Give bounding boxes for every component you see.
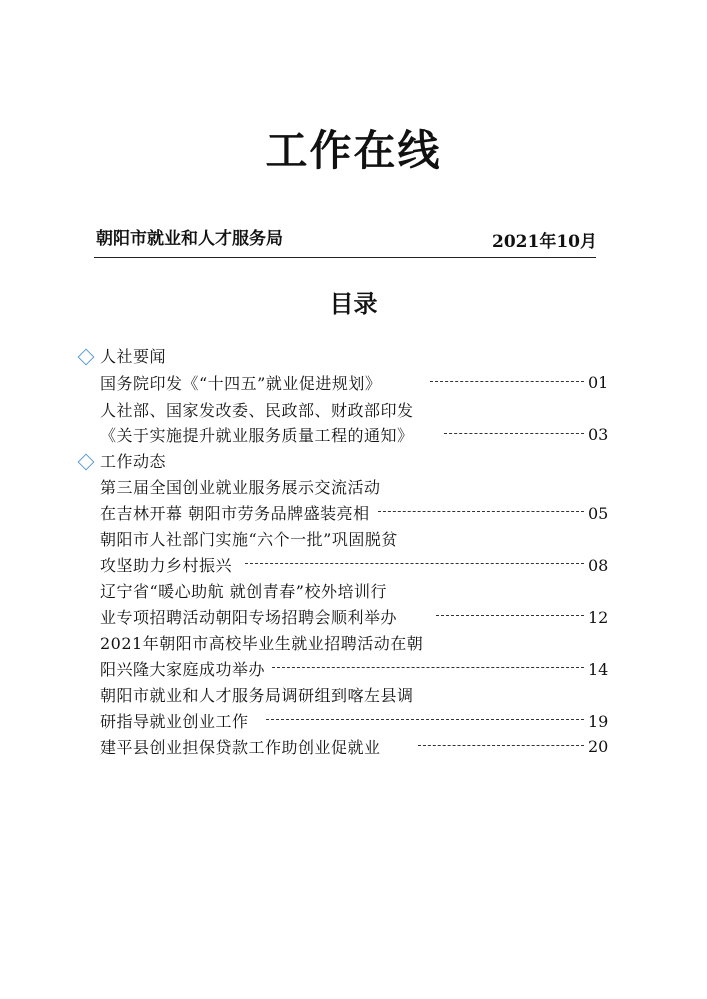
toc-page-number: 19 <box>588 712 609 731</box>
toc-page-number: 12 <box>588 608 609 627</box>
toc-section-label: 工作动态 <box>100 452 167 471</box>
toc-section-label: 人社要闻 <box>100 347 167 366</box>
toc-entry-line[interactable]: 辽宁省“暖心助航 就创青春”校外培训行 <box>100 582 387 601</box>
toc-entry-line[interactable]: 人社部、国家发改委、民政部、财政部印发 <box>100 401 414 420</box>
toc-entry-line[interactable]: 2021年朝阳市高校毕业生就业招聘活动在朝 <box>100 634 424 653</box>
toc-entry-line[interactable]: 朝阳市就业和人才服务局调研组到喀左县调 <box>100 686 414 705</box>
toc-entry-line[interactable]: 第三届全国创业就业服务展示交流活动 <box>100 478 381 497</box>
toc-entry-line[interactable]: 攻坚助力乡村振兴 <box>100 556 233 575</box>
header-divider <box>94 257 596 258</box>
diamond-bullet-icon <box>78 454 95 471</box>
toc-page-number: 01 <box>588 373 609 392</box>
diamond-bullet-icon <box>78 349 95 366</box>
toc-page-number: 14 <box>588 660 609 679</box>
toc-heading: 目录 <box>329 290 378 318</box>
toc-leader-dots <box>378 511 584 512</box>
toc-leader-dots <box>430 381 584 382</box>
toc-entry-line[interactable]: 在吉林开幕 朝阳市劳务品牌盛装亮相 <box>100 504 370 523</box>
issue-date: 2021年10月 <box>492 232 597 252</box>
toc-leader-dots <box>245 563 584 564</box>
page-title: 工作在线 <box>265 126 442 175</box>
toc-entry-line[interactable]: 《关于实施提升就业服务质量工程的通知》 <box>100 426 414 445</box>
toc-entry-line[interactable]: 阳兴隆大家庭成功举办 <box>100 660 266 679</box>
toc-leader-dots <box>272 667 584 668</box>
toc-page-number: 20 <box>588 737 609 756</box>
toc-entry-line[interactable]: 国务院印发《“十四五”就业促进规划》 <box>100 374 382 393</box>
toc-entry-line[interactable]: 建平县创业担保贷款工作助创业促就业 <box>100 738 381 757</box>
toc-page-number: 03 <box>588 425 609 444</box>
toc-entry-line[interactable]: 研指导就业创业工作 <box>100 712 249 731</box>
toc-entry-line[interactable]: 朝阳市人社部门实施“六个一批”巩固脱贫 <box>100 530 398 549</box>
toc-leader-dots <box>436 615 584 616</box>
toc-leader-dots <box>444 433 584 434</box>
toc-leader-dots <box>266 719 584 720</box>
organization-name: 朝阳市就业和人才服务局 <box>96 229 283 249</box>
toc-page-number: 08 <box>588 556 609 575</box>
toc-page-number: 05 <box>588 504 609 523</box>
toc-leader-dots <box>418 745 584 746</box>
toc-entry-line[interactable]: 业专项招聘活动朝阳专场招聘会顺利举办 <box>100 608 398 627</box>
